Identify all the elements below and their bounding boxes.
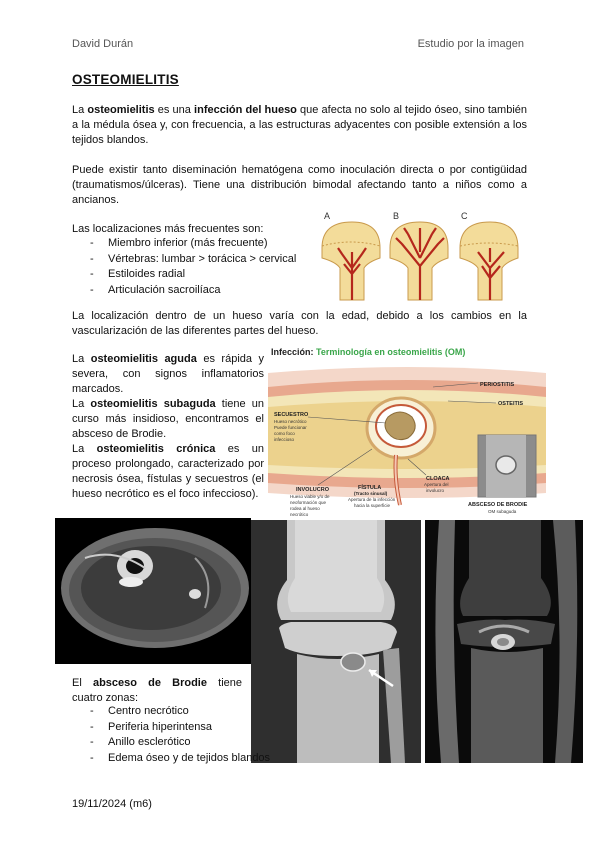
- list-item: - Periferia hiperintensa: [72, 720, 270, 736]
- label-secuestro-desc: Hueso necrótico: [274, 419, 307, 424]
- knee-mri-image: [425, 520, 583, 763]
- dissemination-paragraph: Puede existir tanto diseminación hematógena como inoculación directa o por contigüidad (traumatismos/úlceras). Tiene una distribución bimodal afectando tanto a niños como a ancianos.: [72, 164, 527, 206]
- list-item: - Centro necrótico: [72, 704, 270, 720]
- list-item: - Edema óseo y de tejidos blandos: [72, 751, 270, 767]
- bone-a-illustration: [322, 222, 380, 300]
- label-cloaca-desc: involucro: [426, 488, 445, 493]
- label-cloaca-desc: Apertura del: [424, 482, 449, 487]
- label-secuestro-desc: Puede funcionar: [274, 425, 307, 430]
- subacute-paragraph: [72, 397, 264, 442]
- bold-term: osteomielitis crónica: [96, 443, 216, 455]
- label-brodie: ABSCESO DE BRODIE: [468, 502, 528, 508]
- label-secuestro-desc: como foco: [274, 431, 295, 436]
- list-item: - Miembro inferior (más frecuente): [72, 236, 296, 252]
- label-fistula-desc: hacia la superficie: [354, 503, 391, 508]
- text-run: que afecta no solo al tejido óseo, sino también a la médula ósea y, con frecuencia, a las estructuras adyacentes con posible extensión a los tejidos blandos.: [72, 104, 528, 146]
- page-title: OSTEOMIELITIS: [72, 72, 179, 87]
- label-secuestro-desc: infeccioso: [274, 437, 295, 442]
- bold-term: absceso de Brodie: [92, 677, 207, 689]
- bold-term: osteomielitis subaguda: [90, 398, 216, 410]
- svg-text:Infección: Terminología en ost: [271, 347, 465, 357]
- label-involucro-desc: neoformación que: [290, 500, 327, 505]
- text-run: La: [72, 353, 91, 365]
- terminology-figure: [268, 343, 546, 523]
- bone-vascularization-figure: [318, 208, 528, 303]
- figure-label-a: A: [324, 211, 331, 221]
- bone-c-illustration: [460, 222, 518, 300]
- text-run: La: [72, 443, 97, 455]
- location-paragraph: La localización dentro de un hueso varía con la edad, debido a los cambios en la vascularización de las diferentes partes del hueso.: [72, 310, 527, 337]
- list-item: - Anillo esclerótico: [72, 735, 270, 751]
- label-cloaca: CLOACA: [426, 476, 450, 482]
- label-fistula-sub: (Tracto sinusal): [354, 491, 388, 496]
- text-run: El: [72, 677, 93, 689]
- knee-xray-image: [251, 520, 421, 763]
- label-involucro-desc: necrótico: [290, 512, 309, 517]
- bold-term: osteomielitis: [87, 104, 155, 116]
- list-item: - Estiloides radial: [72, 267, 296, 283]
- bone-b-illustration: [390, 222, 448, 300]
- list-item: - Articulación sacroilíaca: [72, 283, 296, 299]
- label-secuestro: SECUESTRO: [274, 412, 309, 418]
- bold-term: osteomielitis aguda: [90, 353, 197, 365]
- text-run: tiene cuatro zonas:: [72, 677, 242, 704]
- brodie-paragraph: [72, 676, 242, 706]
- figure-title: Terminología en osteomielitis (OM): [316, 347, 466, 357]
- label-brodie-desc: OM subaguda: [488, 509, 517, 514]
- label-fistula-desc: Apertura de la infección: [348, 497, 396, 502]
- chronic-paragraph: [72, 442, 264, 502]
- list-item: - Vértebras: lumbar > torácica > cervical: [72, 252, 296, 268]
- text-run: es una: [154, 104, 195, 116]
- footer-date: 19/11/2024 (m6): [72, 798, 152, 810]
- figure-label-c: C: [461, 211, 468, 221]
- localizations-list: [72, 236, 296, 298]
- intro-paragraph: [72, 103, 527, 148]
- localizations-heading: Las localizaciones más frecuentes son:: [72, 223, 264, 235]
- mri-axial-image: [55, 518, 251, 664]
- text-run: La: [72, 398, 91, 410]
- label-involucro: INVOLUCRO: [296, 487, 329, 493]
- brodie-zones-list: [72, 704, 270, 766]
- header-section: Estudio por la imagen: [417, 38, 524, 50]
- label-osteitis: OSTEITIS: [498, 401, 524, 407]
- label-involucro-desc: rodea al hueso: [290, 506, 320, 511]
- bold-term: infección del hueso: [194, 104, 297, 116]
- acute-paragraph: [72, 352, 264, 397]
- text-run: es rápida y severa, con signos inflamatorios marcados.: [72, 353, 264, 395]
- label-involucro-desc: Hueso viable y/o de: [290, 494, 330, 499]
- text-run: tiene un curso más insidioso, encontramos el absceso de Brodie.: [72, 398, 264, 440]
- header-author: David Durán: [72, 38, 134, 50]
- label-periostitis: PERIOSTITIS: [480, 382, 515, 388]
- text-run: es un proceso prolongado, caracterizado por necrosis ósea, fístulas y secuestros (el hueso necrótico es el foco infeccioso).: [72, 443, 264, 500]
- figure-title-prefix: Infección:: [271, 347, 317, 357]
- figure-label-b: B: [393, 211, 400, 221]
- text-run: La: [72, 104, 88, 116]
- label-fistula: FÍSTULA: [358, 485, 382, 491]
